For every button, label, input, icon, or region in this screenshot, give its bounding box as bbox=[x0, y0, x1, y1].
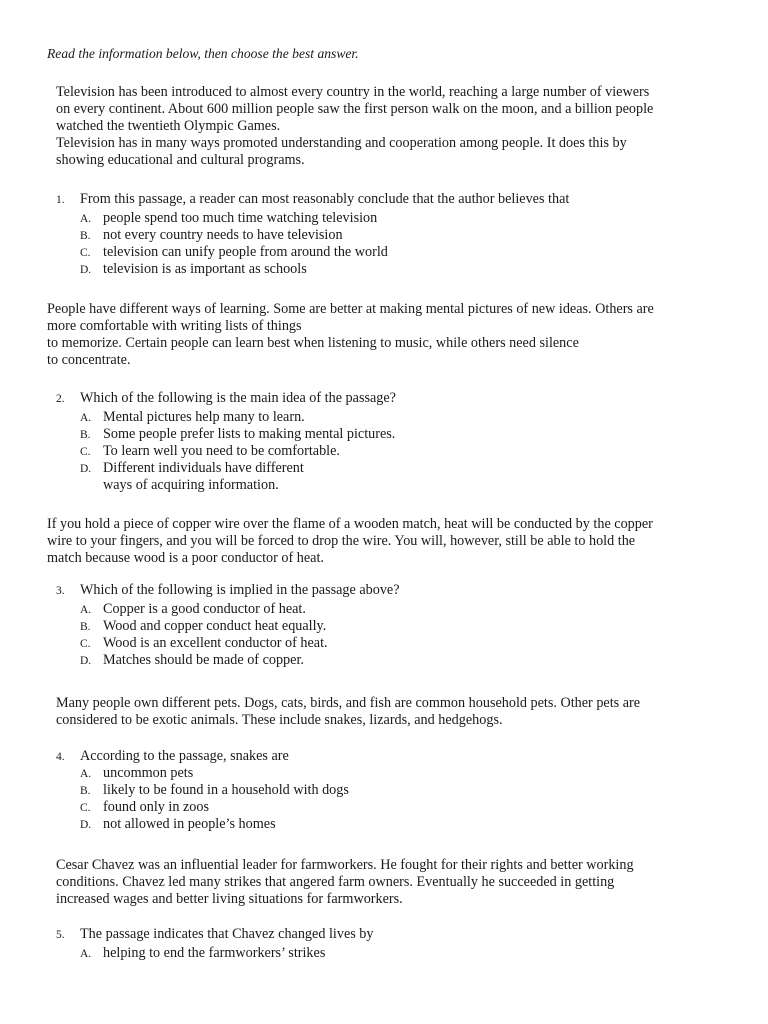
answer-option-b[interactable] bbox=[56, 426, 746, 443]
answer-option-d[interactable] bbox=[56, 816, 746, 833]
passage-copper bbox=[47, 516, 747, 567]
passage-line: conditions. Chavez led many strikes that angered farm owners. Eventually he succeeded in getting bbox=[56, 874, 615, 890]
question-text: According to the passage, snakes are bbox=[80, 748, 289, 764]
question-text: The passage indicates that Chavez changed lives by bbox=[80, 926, 374, 942]
option-text: uncommon pets bbox=[103, 765, 194, 781]
option-letter: D. bbox=[80, 819, 92, 831]
option-letter: C. bbox=[80, 802, 91, 814]
option-text: Mental pictures help many to learn. bbox=[103, 409, 305, 425]
question-text: Which of the following is the main idea of the passage? bbox=[80, 390, 396, 406]
passage-learning bbox=[47, 301, 747, 369]
answer-option-b[interactable] bbox=[56, 618, 746, 635]
passage-line: showing educational and cultural programs. bbox=[56, 152, 305, 168]
passage-line: to concentrate. bbox=[47, 352, 131, 368]
instruction-text: Read the information below, then choose the best answer. bbox=[47, 46, 359, 61]
passage-line: more comfortable with writing lists of things bbox=[47, 318, 302, 334]
answer-option-a[interactable] bbox=[56, 210, 746, 227]
option-letter: D. bbox=[80, 463, 92, 475]
option-letter: A. bbox=[80, 604, 92, 616]
passage-line: match because wood is a poor conductor of heat. bbox=[47, 550, 324, 566]
question-1 bbox=[56, 191, 746, 278]
option-letter: D. bbox=[80, 264, 92, 276]
option-letter: C. bbox=[80, 247, 91, 259]
option-text: not every country needs to have television bbox=[103, 227, 343, 243]
passage-line: increased wages and better living situations for farmworkers. bbox=[56, 891, 403, 907]
question-3 bbox=[56, 582, 746, 669]
answer-option-c[interactable] bbox=[56, 799, 746, 816]
option-text: likely to be found in a household with dogs bbox=[103, 782, 349, 798]
question-4 bbox=[56, 748, 746, 833]
question-number: 4. bbox=[56, 751, 65, 763]
question-text: Which of the following is implied in the passage above? bbox=[80, 582, 400, 598]
passage-line: If you hold a piece of copper wire over the flame of a wooden match, heat will be conducted by the copper bbox=[47, 516, 653, 532]
option-letter: C. bbox=[80, 638, 91, 650]
option-letter: B. bbox=[80, 429, 91, 441]
option-letter: B. bbox=[80, 230, 91, 242]
passage-television bbox=[56, 84, 746, 169]
option-letter: C. bbox=[80, 446, 91, 458]
option-text: Matches should be made of copper. bbox=[103, 652, 304, 668]
option-letter: B. bbox=[80, 785, 91, 797]
option-letter: A. bbox=[80, 412, 92, 424]
answer-option-a[interactable] bbox=[56, 601, 746, 618]
question-2 bbox=[56, 390, 746, 494]
option-text: To learn well you need to be comfortable. bbox=[103, 443, 340, 459]
passage-line: considered to be exotic animals. These include snakes, lizards, and hedgehogs. bbox=[56, 712, 503, 728]
question-number: 5. bbox=[56, 929, 65, 941]
answer-option-a[interactable] bbox=[56, 409, 746, 426]
passage-line: People have different ways of learning. Some are better at making mental pictures of new ideas. Others are bbox=[47, 301, 654, 317]
option-letter: A. bbox=[80, 948, 92, 960]
passage-line: to memorize. Certain people can learn best when listening to music, while others need silence bbox=[47, 335, 579, 351]
answer-option-a[interactable] bbox=[56, 945, 746, 962]
answer-option-d[interactable] bbox=[56, 652, 746, 669]
option-text: ways of acquiring information. bbox=[103, 477, 279, 493]
question-number: 2. bbox=[56, 393, 65, 405]
passage-line: wire to your fingers, and you will be forced to drop the wire. You will, however, still be able to hold the bbox=[47, 533, 636, 549]
option-text: not allowed in people’s homes bbox=[103, 816, 276, 832]
option-letter: D. bbox=[80, 655, 92, 667]
answer-option-c[interactable] bbox=[56, 635, 746, 652]
passage-line: Television has been introduced to almost every country in the world, reaching a large number of viewers bbox=[56, 84, 650, 100]
option-text: television is as important as schools bbox=[103, 261, 307, 277]
option-text: Some people prefer lists to making mental pictures. bbox=[103, 426, 396, 442]
option-letter: A. bbox=[80, 213, 92, 225]
passage-line: on every continent. About 600 million people saw the first person walk on the moon, and a billion people bbox=[56, 101, 654, 117]
question-number: 1. bbox=[56, 194, 65, 206]
passage-line: Television has in many ways promoted understanding and cooperation among people. It does this by bbox=[56, 135, 627, 151]
answer-option-b[interactable] bbox=[56, 782, 746, 799]
passage-chavez bbox=[56, 857, 746, 908]
answer-option-d[interactable] bbox=[56, 261, 746, 278]
passage-line: watched the twentieth Olympic Games. bbox=[56, 118, 281, 134]
option-text: television can unify people from around the world bbox=[103, 244, 388, 260]
option-text: Wood is an excellent conductor of heat. bbox=[103, 635, 328, 651]
option-text: Wood and copper conduct heat equally. bbox=[103, 618, 327, 634]
option-text: people spend too much time watching television bbox=[103, 210, 378, 226]
option-text: found only in zoos bbox=[103, 799, 210, 815]
option-letter: A. bbox=[80, 768, 92, 780]
question-text: From this passage, a reader can most reasonably conclude that the author believes that bbox=[80, 191, 570, 207]
option-text: Copper is a good conductor of heat. bbox=[103, 601, 306, 617]
question-number: 3. bbox=[56, 585, 65, 597]
option-text: helping to end the farmworkers’ strikes bbox=[103, 945, 326, 961]
passage-line: Many people own different pets. Dogs, cats, birds, and fish are common household pets. Other pets are bbox=[56, 695, 641, 711]
question-5 bbox=[56, 926, 746, 962]
passage-line: Cesar Chavez was an influential leader for farmworkers. He fought for their rights and better working bbox=[56, 857, 634, 873]
passage-pets bbox=[56, 695, 746, 729]
answer-option-c[interactable] bbox=[56, 443, 746, 460]
option-text: Different individuals have different bbox=[103, 460, 304, 476]
option-letter: B. bbox=[80, 621, 91, 633]
answer-option-a[interactable] bbox=[56, 765, 746, 782]
answer-option-c[interactable] bbox=[56, 244, 746, 261]
answer-option-d[interactable] bbox=[56, 460, 746, 494]
answer-option-b[interactable] bbox=[56, 227, 746, 244]
